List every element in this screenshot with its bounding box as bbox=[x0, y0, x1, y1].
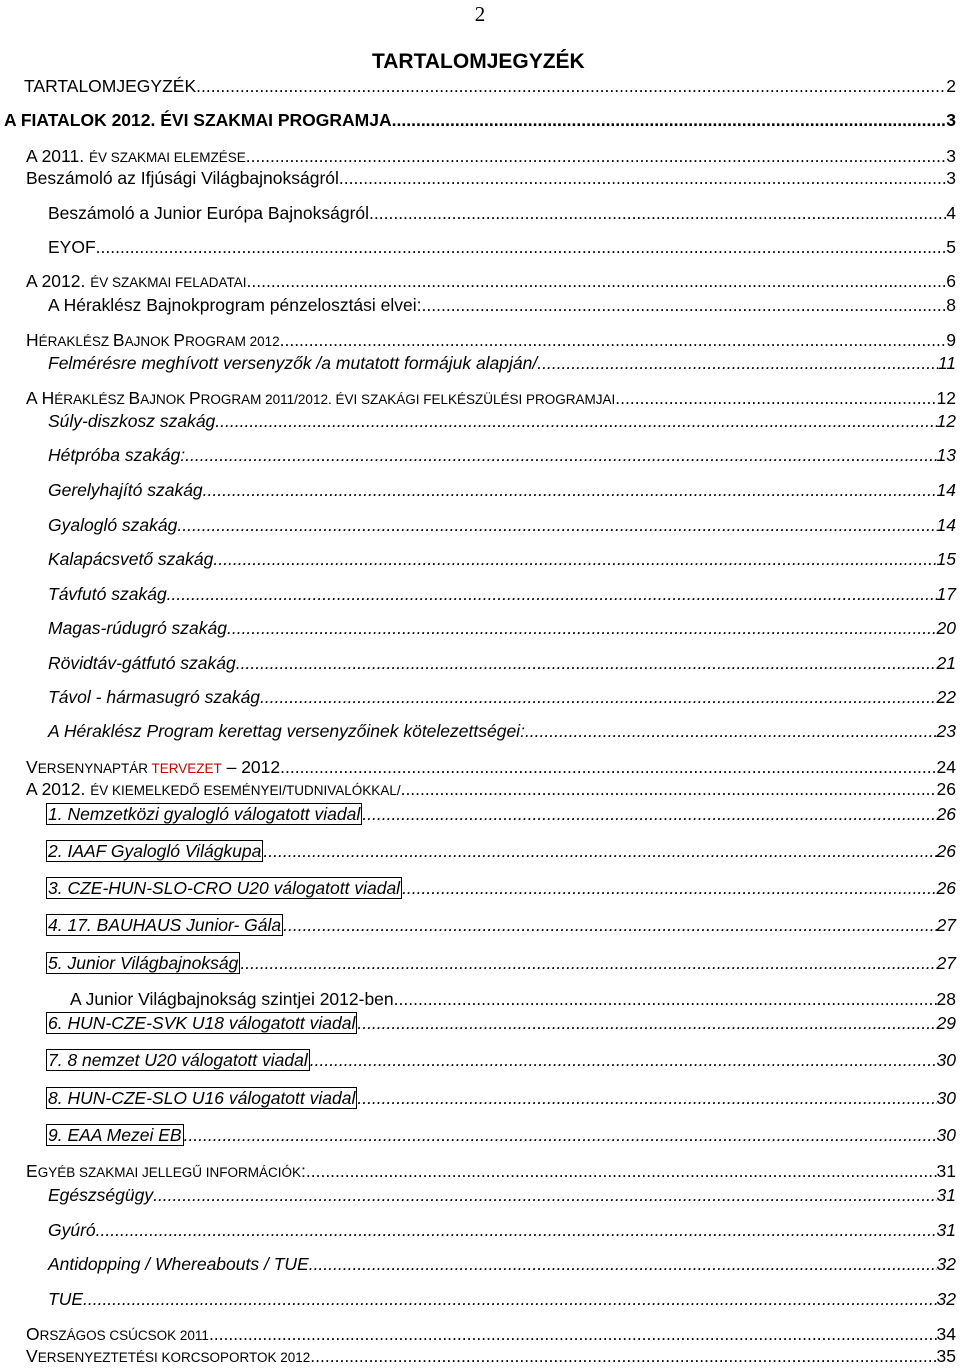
toc-entry[interactable] bbox=[48, 515, 956, 535]
toc-entry-label: 8. HUN-CZE-SLO U16 válogatott viadal bbox=[48, 1088, 356, 1108]
toc-leader bbox=[185, 445, 936, 465]
label-part: RSZÁGOS CSÚCSOK 2011 bbox=[39, 1328, 209, 1343]
toc-entry-page: 24 bbox=[936, 757, 956, 777]
toc-entry-label: Távol - hármasugró szakág bbox=[48, 687, 261, 707]
toc-entry-label: 3. CZE-HUN-SLO-CRO U20 válogatott viadal bbox=[48, 878, 401, 898]
toc-leader bbox=[402, 878, 936, 898]
toc-leader bbox=[247, 271, 947, 291]
toc-entry[interactable] bbox=[26, 1324, 956, 1346]
label-part: V bbox=[26, 1346, 38, 1366]
toc-entry-label: Beszámoló az Ifjúsági Világbajnokságról bbox=[26, 168, 339, 188]
toc-leader bbox=[184, 1125, 937, 1145]
label-part: B bbox=[112, 330, 125, 350]
toc-entry-label: Gyúró bbox=[48, 1220, 96, 1240]
toc-entry-label: A FIATALOK 2012. ÉVI SZAKMAI PROGRAMJA bbox=[4, 110, 392, 130]
label-part: A 2011. bbox=[26, 146, 89, 166]
toc-entry-page: 14 bbox=[936, 480, 956, 500]
toc-entry-page: 12 bbox=[936, 411, 956, 431]
label-part: P bbox=[188, 388, 201, 408]
toc-entry[interactable] bbox=[48, 1289, 956, 1309]
toc-leader bbox=[215, 411, 936, 431]
toc-leader bbox=[280, 330, 947, 350]
toc-leader bbox=[309, 1254, 937, 1274]
label-part: V bbox=[26, 757, 38, 777]
toc-entry[interactable] bbox=[48, 877, 956, 899]
toc-leader bbox=[362, 804, 936, 824]
toc-entry[interactable] bbox=[26, 1346, 956, 1368]
toc-leader bbox=[339, 168, 946, 188]
toc-entry-page: 31 bbox=[936, 1161, 956, 1181]
toc-entry-page: 15 bbox=[936, 549, 956, 569]
label-part: ERSENYNAPTÁR bbox=[37, 761, 152, 776]
toc-entry-page: 23 bbox=[936, 721, 956, 741]
toc-entry[interactable] bbox=[48, 353, 956, 373]
toc-leader bbox=[236, 653, 937, 673]
toc-leader bbox=[96, 237, 947, 257]
toc-entry[interactable] bbox=[4, 110, 956, 130]
toc-entry-label: Gyalogló szakág bbox=[48, 515, 178, 535]
toc-entry-label: 9. EAA Mezei EB bbox=[48, 1125, 182, 1145]
toc-entry-label: 1. Nemzetközi gyalogló válogatott viadal bbox=[48, 804, 361, 824]
toc-entry[interactable] bbox=[48, 653, 956, 673]
toc-entry-page: 20 bbox=[936, 618, 956, 638]
toc-entry-label: Rövidtáv-gátfutó szakág bbox=[48, 653, 236, 673]
toc-entry-page: 9 bbox=[946, 330, 956, 350]
toc-entry-label: Beszámoló a Junior Európa Bajnokságról bbox=[48, 203, 370, 223]
toc-entry-page: 29 bbox=[936, 1013, 956, 1033]
toc-entry-page: 31 bbox=[936, 1220, 956, 1240]
toc-entry[interactable] bbox=[48, 618, 956, 638]
toc-entry-page: 27 bbox=[936, 915, 956, 935]
toc-leader bbox=[401, 779, 937, 799]
toc-leader bbox=[394, 989, 937, 1009]
toc-entry-page: 34 bbox=[936, 1324, 956, 1344]
toc-entry-label bbox=[26, 330, 280, 352]
toc-entry-label: Súly-diszkosz szakág bbox=[48, 411, 216, 431]
toc-entry[interactable] bbox=[24, 76, 956, 96]
toc-entry-label bbox=[26, 757, 280, 779]
toc-leader bbox=[246, 146, 947, 166]
toc-entry-page: 3 bbox=[946, 146, 956, 166]
toc-entry[interactable] bbox=[48, 1124, 956, 1146]
toc-entry[interactable] bbox=[48, 840, 956, 862]
toc-entry-label: Hétpróba szakág: bbox=[48, 445, 186, 465]
label-part: ÉV SZAKMAI FELADATAI bbox=[90, 275, 247, 290]
toc-entry-page: 21 bbox=[936, 653, 956, 673]
toc-entry-page: 26 bbox=[936, 878, 956, 898]
toc-entry-page: 3 bbox=[946, 110, 956, 130]
label-part: ÉV SZAKMAI ELEMZÉSE bbox=[88, 150, 246, 165]
label-part: E bbox=[26, 1161, 38, 1181]
label-part: AJNOK bbox=[124, 334, 174, 349]
toc-entry[interactable] bbox=[48, 411, 956, 431]
toc-leader bbox=[83, 1289, 937, 1309]
toc-entry[interactable] bbox=[26, 146, 956, 168]
toc-entry-label: EYOF bbox=[48, 237, 96, 257]
toc-entry-page: 26 bbox=[936, 804, 956, 824]
toc-leader bbox=[310, 1346, 936, 1366]
toc-leader bbox=[213, 549, 936, 569]
toc-entry-label: Gerelyhajító szakág bbox=[48, 480, 203, 500]
page-number: 2 bbox=[474, 2, 486, 26]
toc-entry[interactable] bbox=[48, 1220, 956, 1240]
toc-entry[interactable] bbox=[48, 952, 956, 974]
toc-leader bbox=[306, 1161, 937, 1181]
toc-entry-page: 30 bbox=[936, 1125, 956, 1145]
label-part: ÉRAKLÉSZ bbox=[54, 392, 129, 407]
label-part: A 2012. bbox=[26, 271, 91, 291]
toc-entry-label bbox=[26, 1346, 310, 1368]
toc-entry[interactable] bbox=[26, 757, 956, 779]
toc-title: TARTALOMJEGYZÉK bbox=[372, 50, 585, 73]
toc-entry-label: Felmérésre meghívott versenyzők /a mutatott formájuk alapján/ bbox=[48, 353, 538, 373]
toc-entry[interactable] bbox=[26, 330, 956, 352]
toc-entry-label: 5. Junior Világbajnokság bbox=[48, 953, 239, 973]
toc-entry-page: 22 bbox=[936, 687, 956, 707]
toc-entry[interactable] bbox=[70, 989, 956, 1009]
toc-entry[interactable] bbox=[48, 1185, 956, 1205]
toc-entry[interactable] bbox=[26, 388, 956, 410]
toc-entry-label: Egészségügy bbox=[48, 1185, 154, 1205]
toc-leader bbox=[177, 515, 936, 535]
toc-entry[interactable] bbox=[48, 914, 956, 936]
toc-entry[interactable] bbox=[48, 687, 956, 707]
toc-leader bbox=[167, 584, 937, 604]
toc-entry-label: 6. HUN-CZE-SVK U18 válogatott viadal bbox=[48, 1013, 356, 1033]
toc-leader bbox=[537, 353, 938, 373]
toc-entry-label: 2. IAAF Gyalogló Világkupa bbox=[48, 841, 262, 861]
toc-entry-page: 4 bbox=[946, 203, 956, 223]
toc-leader bbox=[96, 1220, 937, 1240]
toc-entry-page: 31 bbox=[936, 1185, 956, 1205]
toc-leader bbox=[357, 1088, 936, 1108]
label-part: ÉRAKLÉSZ bbox=[38, 334, 113, 349]
label-part: ÉV KIEMELKEDŐ ESEMÉNYEI/TUDNIVALÓKKAL/ bbox=[90, 783, 401, 798]
toc-entry[interactable] bbox=[48, 1049, 956, 1071]
toc-entry-label bbox=[26, 271, 247, 293]
toc-entry-page: 3 bbox=[946, 168, 956, 188]
toc-entry[interactable] bbox=[26, 779, 956, 801]
toc-entry[interactable] bbox=[48, 584, 956, 604]
toc-leader bbox=[310, 1050, 937, 1070]
toc-entry-label: TUE bbox=[48, 1289, 83, 1309]
label-part: P bbox=[173, 330, 186, 350]
toc-entry-page: 5 bbox=[946, 237, 956, 257]
toc-entry-label: TARTALOMJEGYZÉK bbox=[24, 76, 197, 96]
toc-entry[interactable] bbox=[48, 721, 956, 741]
toc-entry-page: 2 bbox=[946, 76, 956, 96]
toc-entry-page: 28 bbox=[936, 989, 956, 1009]
toc-entry-page: 17 bbox=[936, 584, 956, 604]
toc-entry-label: Távfutó szakág bbox=[48, 584, 167, 604]
toc-entry[interactable] bbox=[26, 1161, 956, 1183]
label-part: : bbox=[301, 1161, 306, 1181]
toc-entry-page: 32 bbox=[936, 1289, 956, 1309]
label-part: B bbox=[128, 388, 141, 408]
toc-leader bbox=[240, 953, 936, 973]
toc-entry-label: 7. 8 nemzet U20 válogatott viadal bbox=[48, 1050, 308, 1070]
toc-entry-label: A Junior Világbajnokság szintjei 2012-ben bbox=[70, 989, 394, 1009]
toc-entry[interactable] bbox=[48, 1087, 956, 1109]
label-part: ROGRAM 2012 bbox=[185, 334, 280, 349]
toc-leader bbox=[357, 1013, 936, 1033]
toc-entry-label: Kalapácsvető szakág bbox=[48, 549, 214, 569]
toc-entry[interactable] bbox=[48, 203, 956, 223]
toc-leader bbox=[153, 1185, 936, 1205]
toc-entry[interactable] bbox=[48, 803, 956, 825]
toc-entry[interactable] bbox=[48, 295, 956, 315]
label-part: ÉVI SZAKÁGI FELKÉSZÜLÉSI PROGRAMJAI bbox=[335, 392, 616, 407]
toc-entry[interactable] bbox=[26, 168, 956, 188]
toc-leader bbox=[369, 203, 946, 223]
toc-entry-page: 6 bbox=[946, 271, 956, 291]
toc-entry-page: 30 bbox=[936, 1088, 956, 1108]
toc-leader bbox=[227, 618, 937, 638]
toc-entry[interactable] bbox=[48, 445, 956, 465]
toc-entry-label bbox=[26, 146, 246, 168]
toc-entry-label: 4. 17. BAUHAUS Junior- Gála bbox=[48, 915, 282, 935]
toc-entry-label bbox=[26, 779, 401, 801]
toc-leader bbox=[280, 757, 936, 777]
toc-leader bbox=[263, 841, 936, 861]
toc-entry-label: A Héraklész Program kerettag versenyzőinek kötelezettségei: bbox=[48, 721, 525, 741]
toc-entry-page: 26 bbox=[936, 841, 956, 861]
toc-entry-page: 12 bbox=[936, 388, 956, 408]
label-part: A H bbox=[26, 388, 55, 408]
toc-entry-page: 13 bbox=[936, 445, 956, 465]
toc-leader bbox=[203, 480, 937, 500]
toc-entry-page: 35 bbox=[936, 1346, 956, 1366]
label-part: H bbox=[26, 330, 39, 350]
toc-leader bbox=[260, 687, 936, 707]
toc-entry-page: 30 bbox=[936, 1050, 956, 1070]
toc-leader bbox=[422, 295, 947, 315]
toc-entry-page: 8 bbox=[946, 295, 956, 315]
label-part: GYÉB SZAKMAI JELLEGŰ INFORMÁCIÓK bbox=[37, 1165, 301, 1180]
toc-entry-page: 27 bbox=[936, 953, 956, 973]
draft-marker: TERVEZET bbox=[151, 761, 222, 776]
toc-entry[interactable] bbox=[48, 1012, 956, 1034]
toc-entry-label: Magas-rúdugró szakág bbox=[48, 618, 227, 638]
toc-entry-page: 26 bbox=[936, 779, 956, 799]
label-part: O bbox=[26, 1324, 40, 1344]
toc-leader bbox=[209, 1324, 937, 1344]
toc-leader bbox=[196, 76, 946, 96]
toc-entry-page: 14 bbox=[936, 515, 956, 535]
toc-entry[interactable] bbox=[48, 549, 956, 569]
label-part: A 2012. bbox=[26, 779, 91, 799]
label-part: AJNOK bbox=[140, 392, 189, 407]
label-part: – 2012 bbox=[221, 757, 281, 777]
toc-leader bbox=[615, 388, 936, 408]
label-part: ERSENYEZTETÉSI KORCSOPORTOK 2012 bbox=[37, 1350, 311, 1365]
toc-entry-page: 11 bbox=[937, 353, 956, 373]
toc-entry-label: Antidopping / Whereabouts / TUE bbox=[48, 1254, 309, 1274]
toc-entry[interactable] bbox=[48, 480, 956, 500]
toc-entry[interactable] bbox=[26, 271, 956, 293]
label-part: ROGRAM 2011/2012. bbox=[200, 392, 336, 407]
toc-entry-label bbox=[26, 1324, 209, 1346]
toc-leader bbox=[525, 721, 937, 741]
toc-entry-label bbox=[26, 388, 615, 410]
toc-leader bbox=[392, 110, 947, 130]
toc-entry[interactable] bbox=[48, 1254, 956, 1274]
toc-entry-page: 32 bbox=[936, 1254, 956, 1274]
toc-entry[interactable] bbox=[48, 237, 956, 257]
toc-entry-label bbox=[26, 1161, 306, 1183]
toc-entry-label: A Héraklész Bajnokprogram pénzelosztási elvei: bbox=[48, 295, 422, 315]
toc-leader bbox=[283, 915, 936, 935]
